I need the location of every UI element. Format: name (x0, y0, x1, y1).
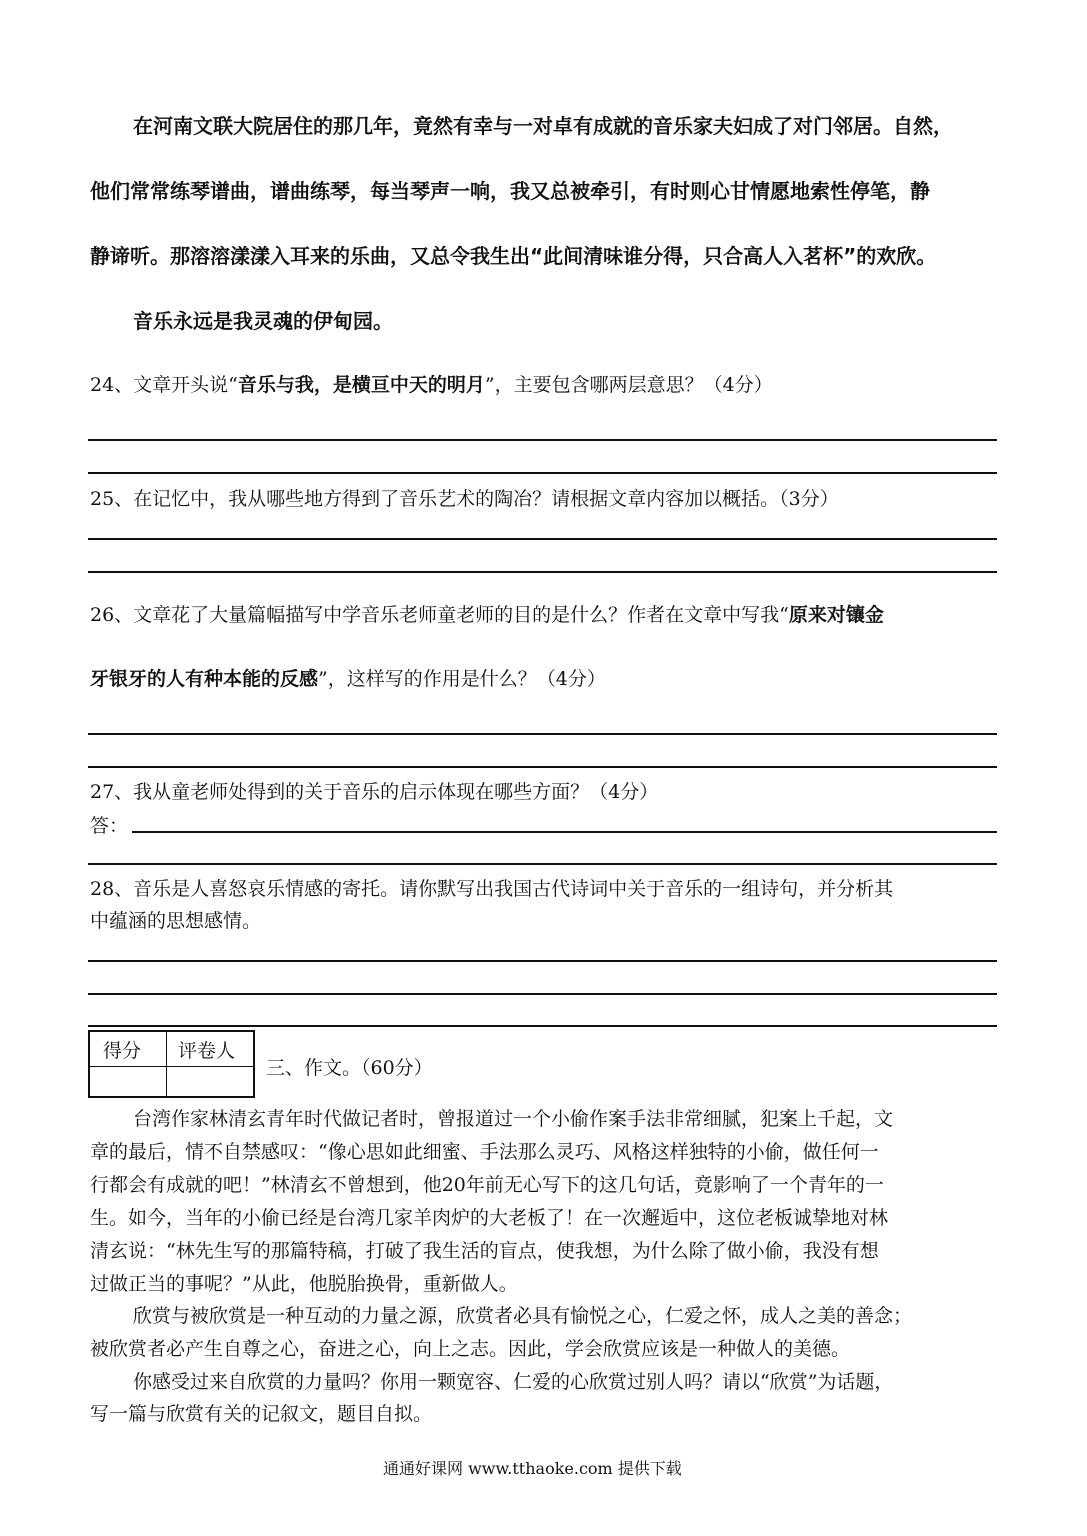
question-25: 25、在记忆中，我从哪些地方得到了音乐艺术的陶冶？请根据文章内容加以概括。（3分） (90, 488, 839, 510)
answer-line-28-2[interactable] (88, 993, 997, 995)
answer-line-24-2[interactable] (88, 472, 997, 474)
passage-line-2: 他们常常练琴谱曲，谱曲练琴，每当琴声一响，我又总被牵引，有时则心甘情愿地索性停笔，静 (90, 179, 930, 203)
grader-header: 评卷人 (178, 1040, 236, 1062)
answer-line-28-1[interactable] (88, 960, 997, 962)
grader-cell[interactable] (170, 1070, 251, 1096)
essay-line-7: 欣赏与被欣赏是一种互动的力量之源，欣赏者必具有愉悦之心，仁爱之怀，成人之美的善念； (133, 1305, 913, 1327)
essay-line-9: 你感受过来自欣赏的力量吗？你用一颗宽容、仁爱的心欣赏过别人吗？请以“欣赏”为话题， (133, 1371, 894, 1393)
question-28-line-2: 中蕴涵的思想感情。 (90, 910, 262, 932)
answer-line-26-1[interactable] (88, 733, 997, 735)
answer-line-28-3[interactable] (88, 1025, 997, 1027)
answer-line-25-2[interactable] (88, 571, 997, 573)
answer-line-27-1[interactable] (132, 831, 997, 833)
footer-text: 通通好课网 www.tthaoke.com 提供下载 (383, 1459, 682, 1478)
question-26-line-2 (90, 664, 606, 691)
q26-suffix: ”，这样写的作用是什么？（4分） (318, 668, 606, 690)
passage-line-4: 音乐永远是我灵魂的伊甸园。 (133, 309, 393, 333)
question-26-line-1 (90, 600, 884, 627)
answer-line-25-1[interactable] (88, 538, 997, 540)
q26-quote-part-1: 原来对镶金 (788, 604, 884, 626)
score-table-row-divider (90, 1066, 253, 1067)
section-3-title: 三、作文。（60分） (266, 1057, 433, 1079)
essay-line-4: 生。如今，当年的小偷已经是台湾几家羊肉炉的大老板了！在一次邂逅中，这位老板诚挚地对林 (90, 1207, 889, 1229)
passage-line-3: 静谛听。那溶溶漾漾入耳来的乐曲，又总令我生出“此间清味谁分得，只合高人入茗杯”的欢欣。 (90, 244, 937, 268)
score-table-column-divider (166, 1032, 167, 1096)
passage-line-1: 在河南文联大院居住的那几年，竟然有幸与一对卓有成就的音乐家夫妇成了对门邻居。自然， (133, 114, 953, 138)
q24-prefix: 24、文章开头说“ (90, 374, 238, 396)
q24-quote: 音乐与我，是横亘中天的明月 (237, 374, 485, 396)
question-28-line-1: 28、音乐是人喜怒哀乐情感的寄托。请你默写出我国古代诗词中关于音乐的一组诗句，并分析其 (90, 878, 894, 900)
essay-line-2: 章的最后，情不自禁感叹：“像心思如此细蜜、手法那么灵巧、风格这样独特的小偷，做任何一 (90, 1141, 879, 1163)
answer-label-27: 答： (90, 815, 129, 837)
question-27: 27、我从童老师处得到的关于音乐的启示体现在哪些方面？（4分） (90, 781, 659, 803)
essay-line-3: 行都会有成就的吧！”林清玄不曾想到，他20年前无心写下的这几句话，竟影响了一个青年的一 (90, 1174, 884, 1196)
essay-line-1: 台湾作家林清玄青年时代做记者时，曾报道过一个小偷作案手法非常细腻，犯案上千起，文 (133, 1108, 894, 1130)
essay-line-6: 过做正当的事呢？”从此，他脱胎换骨，重新做人。 (90, 1273, 518, 1295)
question-24 (90, 370, 773, 397)
answer-line-24-1[interactable] (88, 439, 997, 441)
score-header: 得分 (103, 1040, 142, 1062)
essay-line-5: 清玄说：“林先生写的那篇特稿，打破了我生活的盲点，使我想，为什么除了做小偷，我没有想 (90, 1240, 879, 1262)
q26-prefix: 26、文章花了大量篇幅描写中学音乐老师童老师的目的是什么？作者在文章中写我“ (90, 604, 789, 626)
answer-line-26-2[interactable] (88, 766, 997, 768)
q24-suffix: ”，主要包含哪两层意思？（4分） (484, 374, 773, 396)
essay-line-8: 被欣赏者必产生自尊之心，奋进之心，向上之志。因此，学会欣赏应该是一种做人的美德。 (90, 1338, 851, 1360)
q26-quote-part-2: 牙银牙的人有种本能的反感 (90, 668, 319, 690)
answer-line-27-2[interactable] (88, 863, 997, 865)
score-cell[interactable] (92, 1070, 162, 1096)
score-table (88, 1030, 255, 1098)
essay-line-10: 写一篇与欣赏有关的记叙文，题目自拟。 (90, 1403, 433, 1425)
